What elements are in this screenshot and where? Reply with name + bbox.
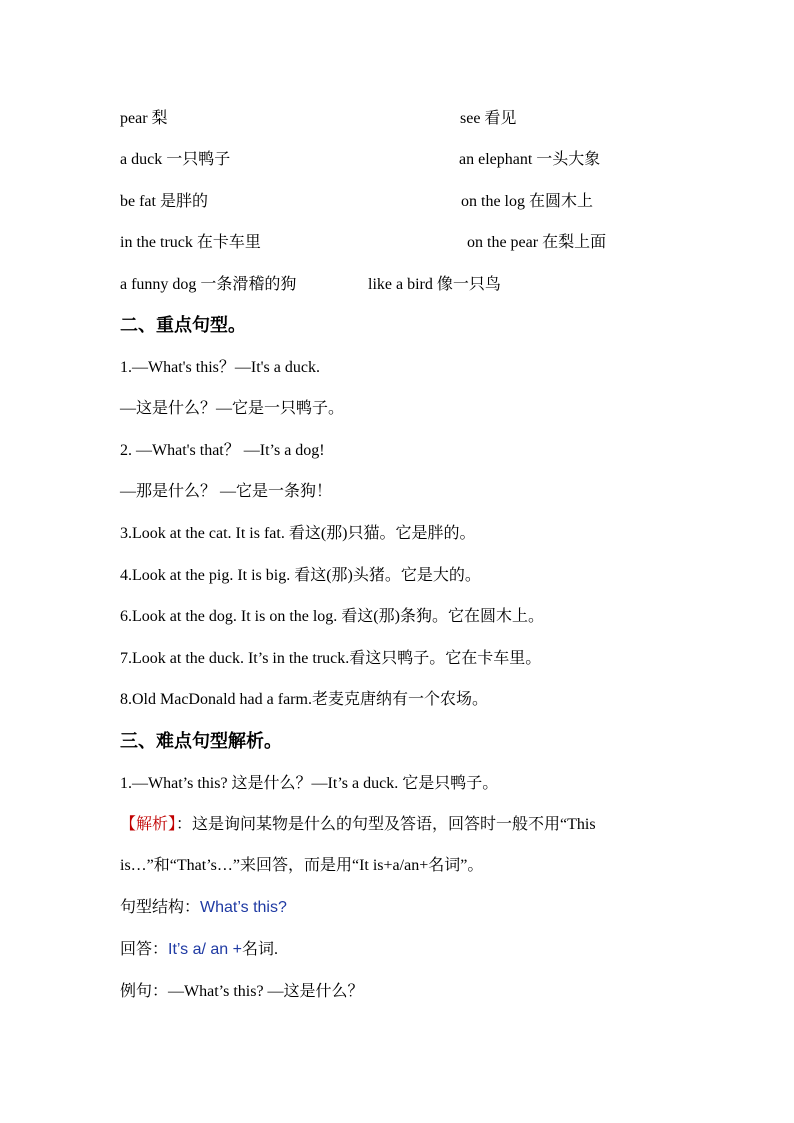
key-sentence-6: 6.Look at the dog. It is on the log. 看这(那)条狗。它在圆木上。 <box>120 608 544 625</box>
vocab-right-2: an elephant 一头大象 <box>459 151 601 168</box>
analysis-line-2: is…”和“That’s…”来回答，而是用“It is+a/an+名词”。 <box>120 857 484 874</box>
vocab-left-2: a duck 一只鸭子 <box>120 151 231 168</box>
answer-label: 回答： <box>120 941 169 958</box>
section2-heading: 二、重点句型。 <box>120 315 246 336</box>
vocab-left-4: in the truck 在卡车里 <box>120 234 261 251</box>
vocab-left-1: pear 梨 <box>120 110 168 127</box>
key-sentence-1: 1.—What's this？—It's a duck. <box>120 359 320 376</box>
vocab-right-3: on the log 在圆木上 <box>461 193 593 210</box>
analysis-tag: 【解析】 <box>120 816 177 833</box>
example-line: 例句：—What’s this? —这是什么？ <box>120 983 364 1000</box>
analysis-line-1 <box>120 814 596 836</box>
section3-heading: 三、难点句型解析。 <box>120 731 282 752</box>
key-sentence-2: 2. —What's that？ —It’s a dog! <box>120 442 325 459</box>
key-sentence-2-translation: —那是什么？ —它是一条狗！ <box>120 483 333 500</box>
answer-value: It’s a/ an + <box>168 941 242 958</box>
analysis-text-1: ：这是询问某物是什么的句型及答语，回答时一般不用“This <box>176 816 596 833</box>
structure-line <box>120 897 287 919</box>
key-sentence-4: 4.Look at the pig. It is big. 看这(那)头猪。它是大的。 <box>120 567 481 584</box>
key-sentence-1-translation: —这是什么？—它是一只鸭子。 <box>120 400 345 417</box>
vocab-left-5: a funny dog 一条滑稽的狗 <box>120 276 297 293</box>
vocab-right-1: see 看见 <box>460 110 517 127</box>
vocab-left-3: be fat 是胖的 <box>120 193 208 210</box>
vocab-right-4: on the pear 在梨上面 <box>467 234 607 251</box>
answer-suffix: 名词. <box>242 941 279 958</box>
key-sentence-3: 3.Look at the cat. It is fat. 看这(那)只猫。它是胖的。 <box>120 525 476 542</box>
difficult-sentence-1: 1.—What’s this? 这是什么？—It’s a duck. 它是只鸭子。 <box>120 775 499 792</box>
answer-line <box>120 939 278 961</box>
vocab-right-5: like a bird 像一只鸟 <box>368 276 501 293</box>
key-sentence-8: 8.Old MacDonald had a farm.老麦克唐纳有一个农场。 <box>120 691 488 708</box>
structure-value: What’s this? <box>200 899 287 916</box>
structure-label: 句型结构： <box>120 899 201 916</box>
key-sentence-7: 7.Look at the duck. It’s in the truck.看这只鸭子。它在卡车里。 <box>120 650 542 667</box>
